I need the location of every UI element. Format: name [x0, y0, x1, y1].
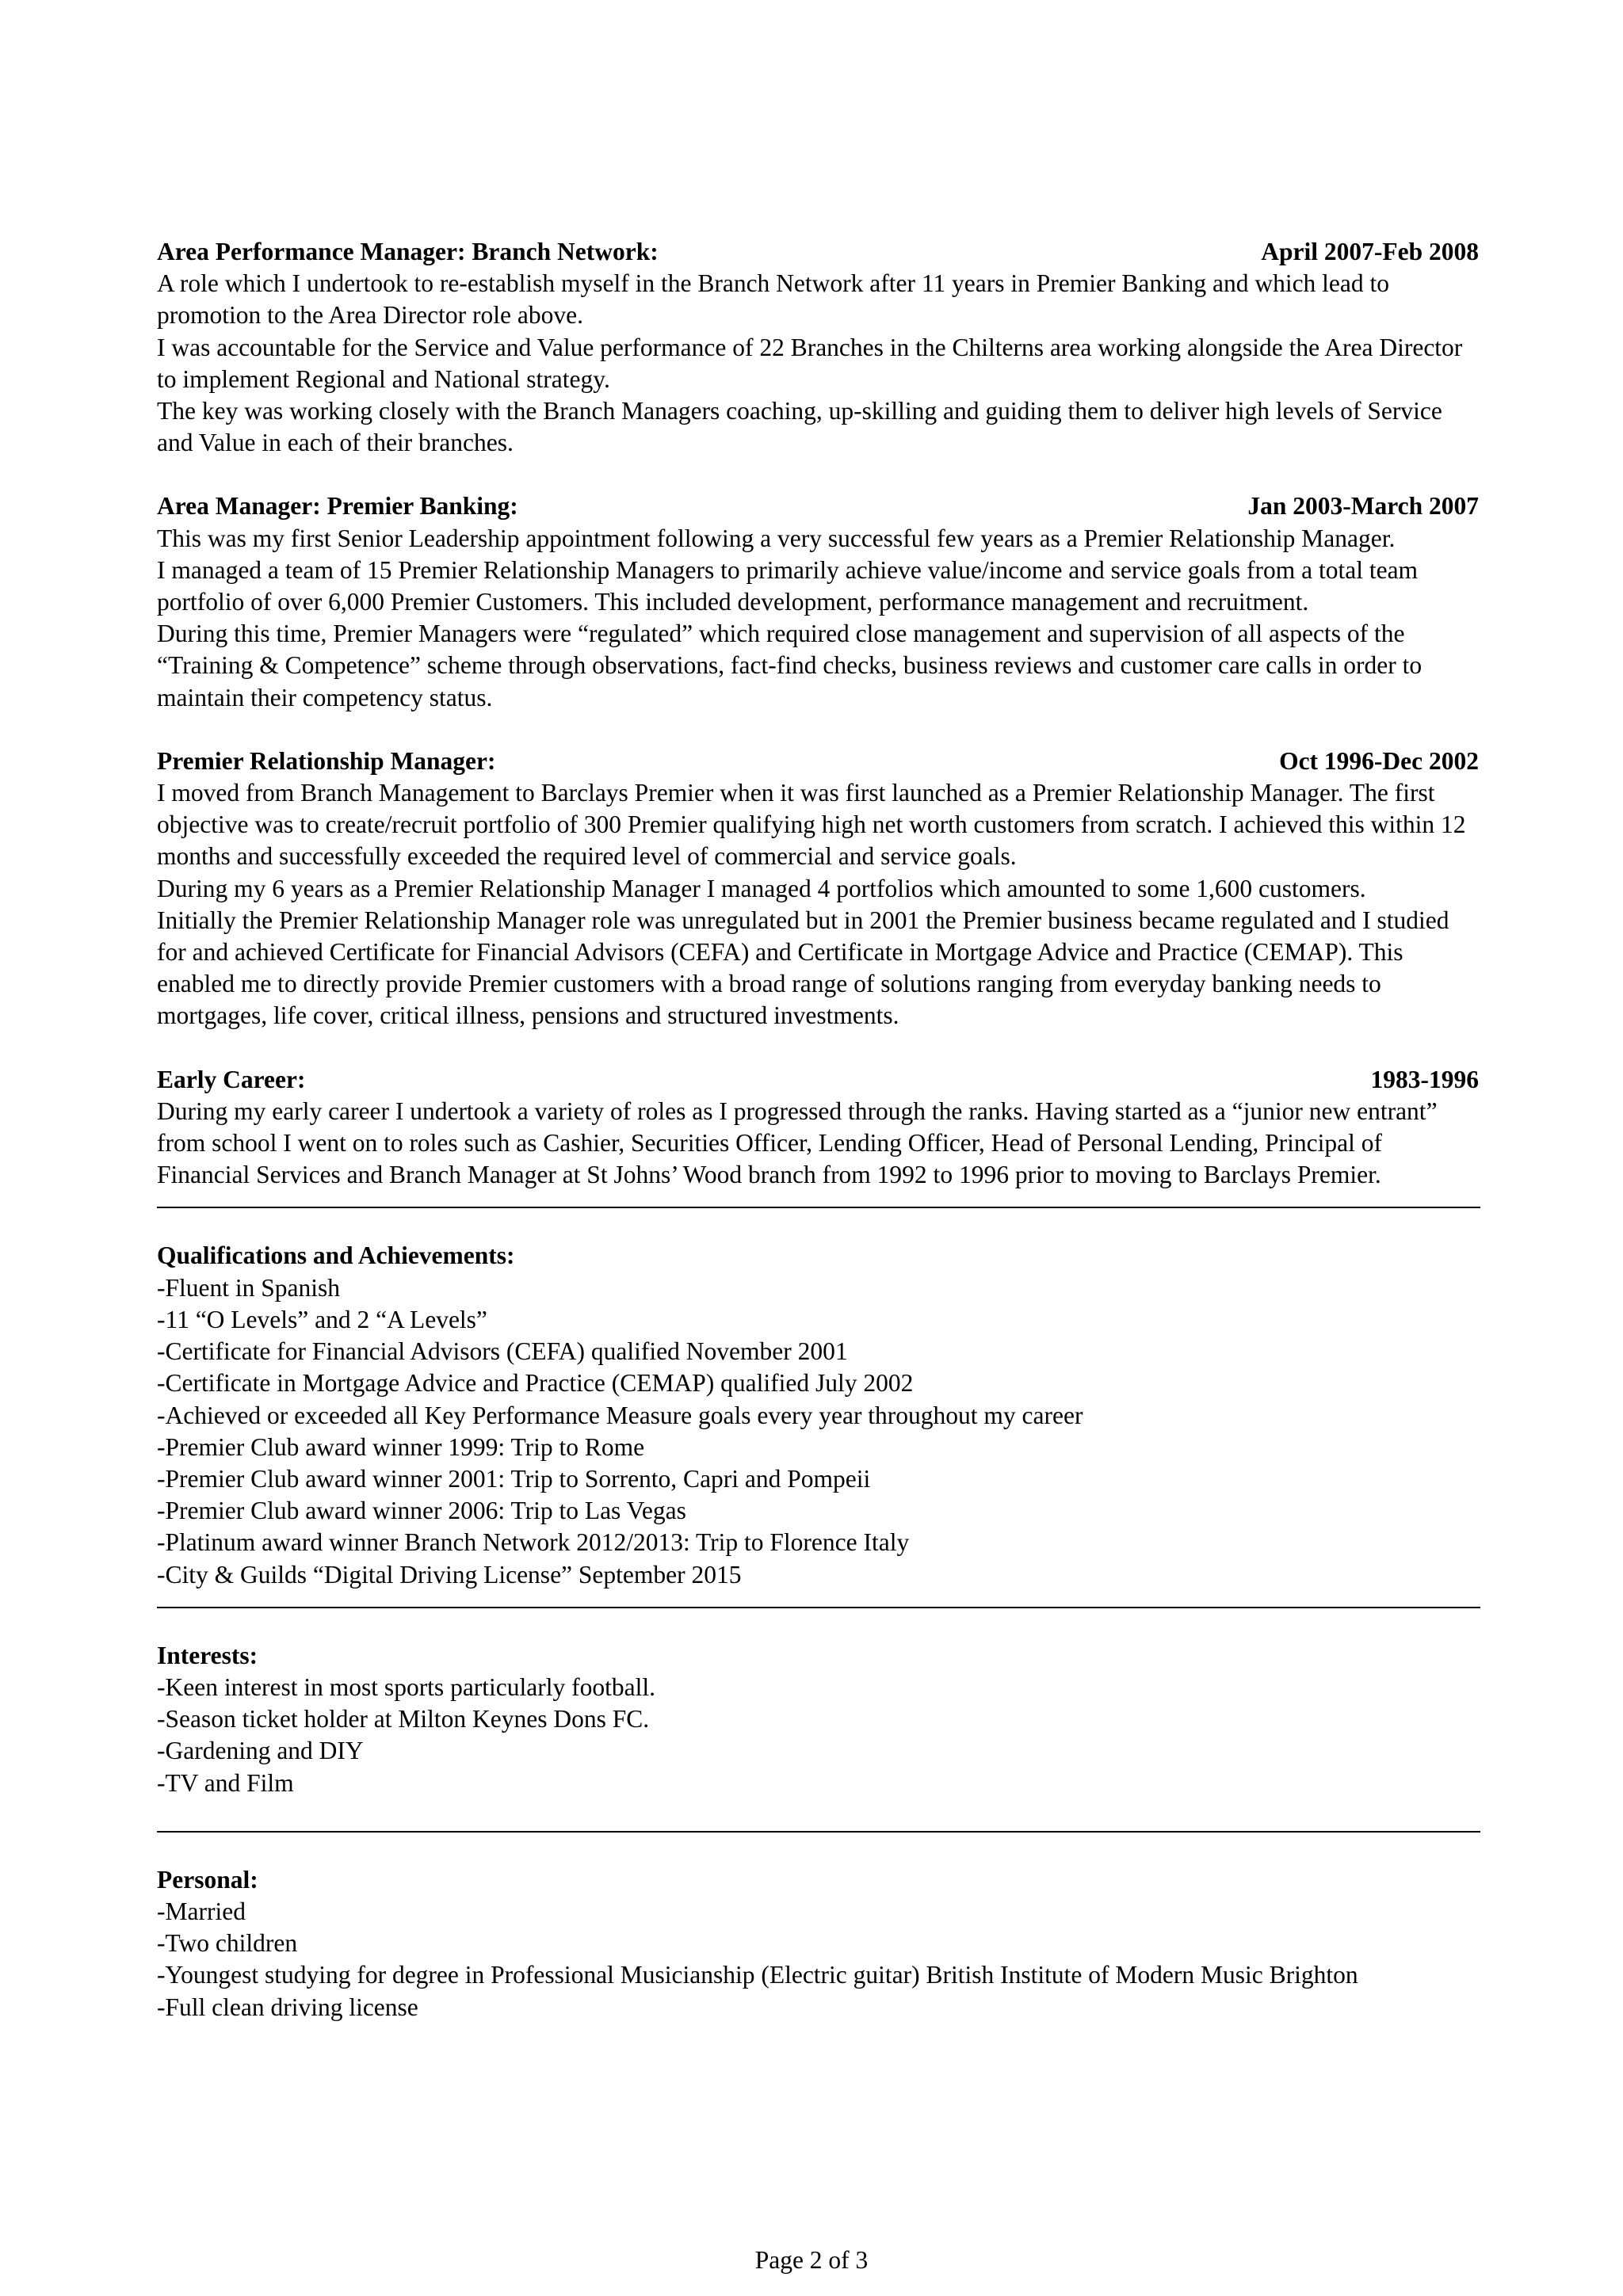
job-header: [157, 746, 1479, 777]
section-title: Personal:: [157, 1865, 258, 1894]
job-paragraph: I moved from Branch Management to Barclays Premier when it was first launched as a Premier Relationship Manager. The first objective was to create/recruit portfolio of 300 Premier qualifying high net worth customers from scratch. I achieved this within 12 months and successfully exceeded the required level of commercial and service goals.: [157, 779, 1466, 871]
list-item: -Platinum award winner Branch Network 2012/2013: Trip to Florence Italy: [157, 1528, 910, 1557]
list-item: -Full clean driving license: [157, 1993, 418, 2021]
job-title: Early Career:: [157, 1065, 306, 1093]
list-item: -Fluent in Spanish: [157, 1273, 341, 1302]
job-paragraph: During my early career I undertook a variety of roles as I progressed through the ranks. Having started as a “junior new entrant” from school I went on to roles such as Cashier, Securities Officer, Lending Officer, Head of Personal Lending, Principal of Financial Services and Branch Manager at St Johns’ Wood branch from 1992 to 1996 prior to moving to Barclays Premier.: [157, 1097, 1438, 1189]
list-item: -Married: [157, 1897, 246, 1925]
job-header: [157, 1064, 1479, 1096]
job-header: [157, 236, 1479, 268]
job-paragraph: A role which I undertook to re-establish myself in the Branch Network after 11 years in Premier Banking and which lead to promotion to the Area Director role above.: [157, 269, 1390, 330]
list-item: -Keen interest in most sports particularly football.: [157, 1672, 655, 1701]
job-dates: Jan 2003-March 2007: [1247, 492, 1479, 521]
page-number: Page 2 of 3: [754, 2246, 869, 2274]
list-item: -Gardening and DIY: [157, 1737, 364, 1765]
job-entry: [157, 490, 1479, 713]
job-title: Area Performance Manager: Branch Network:: [157, 238, 659, 265]
section-title: Qualifications and Achievements:: [157, 1241, 515, 1270]
interests-section: [157, 1640, 1479, 1799]
job-dates: April 2007-Feb 2008: [1261, 238, 1479, 265]
list-item: -Certificate in Mortgage Advice and Practice (CEMAP) qualified July 2002: [157, 1369, 914, 1398]
list-item: -Premier Club award winner 1999: Trip to Rome: [157, 1432, 645, 1461]
job-paragraph: This was my first Senior Leadership appointment following a very successful few years as a Premier Relationship Manager.: [157, 524, 1396, 552]
job-entry: [157, 746, 1479, 1032]
job-dates: 1983-1996: [1370, 1065, 1479, 1093]
job-paragraph: I managed a team of 15 Premier Relationship Managers to primarily achieve value/income and service goals from a total team portfolio of over 6,000 Premier Customers. This included development, performance management and recruitment.: [157, 555, 1419, 616]
list-item: -TV and Film: [157, 1768, 294, 1797]
list-item: -City & Guilds “Digital Driving License” September 2015: [157, 1560, 742, 1589]
job-paragraph: The key was working closely with the Branch Managers coaching, up-skilling and guiding them to deliver high levels of Service and Value in each of their branches.: [157, 397, 1442, 457]
section-title: Interests:: [157, 1641, 258, 1669]
job-entry: [157, 236, 1479, 459]
job-dates: Oct 1996-Dec 2002: [1279, 746, 1479, 775]
list-item: -Premier Club award winner 2001: Trip to Sorrento, Capri and Pompeii: [157, 1464, 871, 1493]
list-item: -Youngest studying for degree in Professional Musicianship (Electric guitar) British Institute of Modern Music Brighton: [157, 1961, 1358, 1989]
horizontal-divider: [157, 1207, 1480, 1208]
list-item: -Certificate for Financial Advisors (CEFA) qualified November 2001: [157, 1337, 848, 1366]
job-header: [157, 490, 1479, 522]
job-entry: [157, 1064, 1479, 1192]
list-item: -11 “O Levels” and 2 “A Levels”: [157, 1305, 487, 1333]
personal-section: [157, 1864, 1479, 2023]
list-item: -Achieved or exceeded all Key Performance Measure goals every year throughout my career: [157, 1401, 1083, 1429]
list-item: -Season ticket holder at Milton Keynes Dons FC.: [157, 1705, 650, 1733]
job-paragraph: During this time, Premier Managers were “regulated” which required close management and supervision of all aspects of the “Training & Competence” scheme through observations, fact-find checks, business reviews and customer care calls in order to maintain their competency status.: [157, 620, 1423, 711]
page-content: [157, 236, 1479, 2023]
job-paragraph: I was accountable for the Service and Value performance of 22 Branches in the Chilterns area working alongside the Area Director to implement Regional and National strategy.: [157, 333, 1463, 393]
list-item: -Premier Club award winner 2006: Trip to Las Vegas: [157, 1497, 686, 1525]
qualifications-section: [157, 1240, 1479, 1590]
job-paragraph: During my 6 years as a Premier Relationship Manager I managed 4 portfolios which amounted to some 1,600 customers.: [157, 874, 1366, 902]
list-item: -Two children: [157, 1929, 298, 1958]
horizontal-divider: [157, 1831, 1480, 1833]
job-title: Area Manager: Premier Banking:: [157, 492, 518, 521]
job-paragraph: Initially the Premier Relationship Manager role was unregulated but in 2001 the Premier business became regulated and I studied for and achieved Certificate for Financial Advisors (CEFA) and Certificate in Mortgage Advice and Practice (CEMAP). This enabled me to directly provide Premier customers with a broad range of solutions ranging from everyday banking needs to mortgages, life cover, critical illness, pensions and structured investments.: [157, 906, 1449, 1030]
job-title: Premier Relationship Manager:: [157, 746, 496, 775]
horizontal-divider: [157, 1607, 1480, 1608]
